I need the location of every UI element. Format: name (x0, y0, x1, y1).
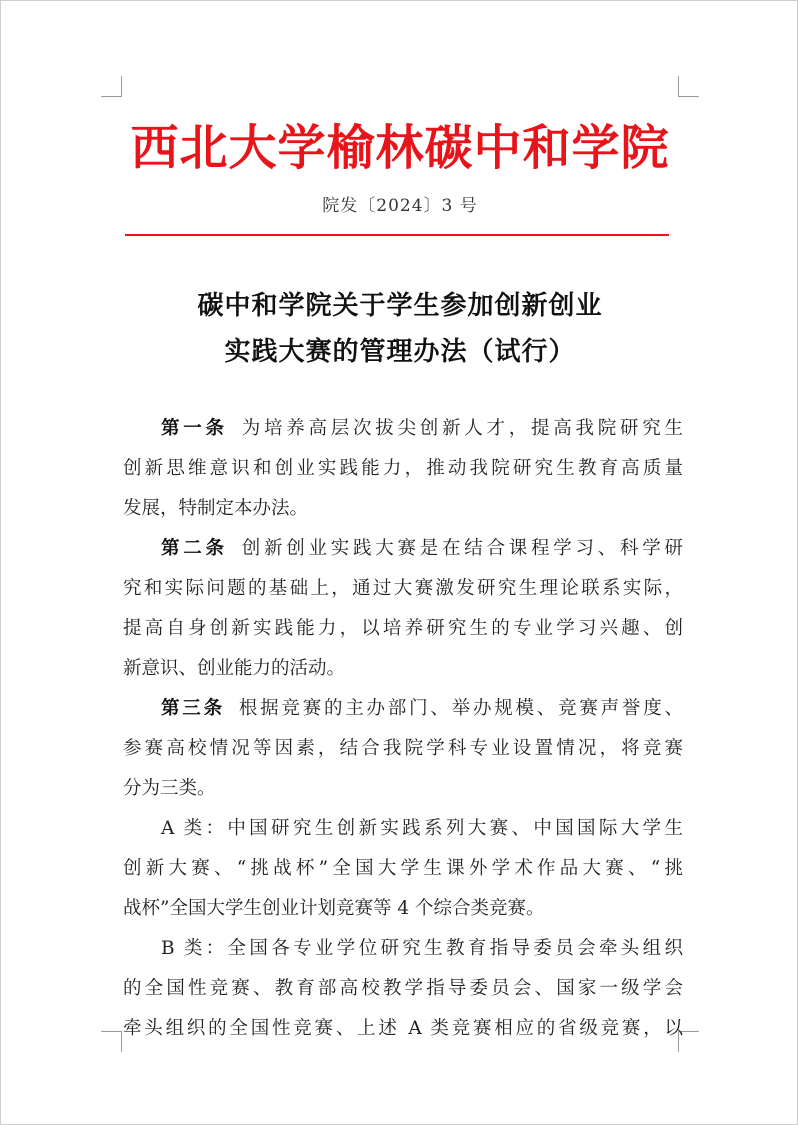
article-1-line-1: 第一条 为培养高层次拔尖创新人才，提高我院研究生 (161, 418, 683, 439)
article-1-line-2: 创新思维意识和创业实践能力，推动我院研究生教育高质量 (123, 458, 683, 479)
crop-mark-top-left (101, 76, 122, 97)
article-3-line-2: 参赛高校情况等因素，结合我院学科专业设置情况，将竞赛 (123, 738, 683, 759)
category-b-line-2: 的全国性竞赛、教育部高校教学指导委员会、国家一级学会 (123, 978, 683, 999)
article-3-line-1: 第三条 根据竞赛的主办部门、举办规模、竞赛声誉度、 (161, 698, 683, 719)
crop-mark-top-right (678, 76, 699, 97)
category-b-line-1: B 类：全国各专业学位研究生教育指导委员会牵头组织 (161, 938, 683, 959)
article-1-line-3: 发展，特制定本办法。 (123, 498, 309, 519)
category-a-line-3: 战杯”全国大学生创业计划竞赛等 4 个综合类竞赛。 (123, 898, 545, 919)
article-2-line-3: 提高自身创新实践能力，以培养研究生的专业学习兴趣、创 (123, 618, 683, 639)
document-title-line-1: 碳中和学院关于学生参加创新创业 (197, 291, 603, 321)
category-a-line-2: 创新大赛、“挑战杯”全国大学生课外学术作品大赛、“挑 (123, 858, 683, 879)
category-a-line-1: A 类：中国研究生创新实践系列大赛、中国国际大学生 (161, 818, 683, 839)
article-2-line-2: 究和实际问题的基础上，通过大赛激发研究生理论联系实际， (123, 578, 683, 599)
article-3-label: 第三条 (161, 698, 225, 719)
article-1-label: 第一条 (161, 418, 228, 439)
article-2-label: 第二条 (161, 538, 228, 559)
institution-masthead: 西北大学榆林碳中和学院 (130, 120, 670, 176)
article-2-line-4: 新意识、创业能力的活动。 (123, 658, 346, 679)
crop-mark-bottom-left (101, 1031, 122, 1052)
article-3-line-3: 分为三类。 (123, 778, 216, 799)
document-title-line-2: 实践大赛的管理办法（试行） (224, 337, 576, 367)
category-b-line-3: 牵头组织的全国性竞赛、上述 A 类竞赛相应的省级竞赛，以 (123, 1018, 683, 1039)
red-separator-line (125, 234, 669, 236)
document-number: 院发〔2024〕3 号 (322, 196, 478, 216)
article-2-line-1: 第二条 创新创业实践大赛是在结合课程学习、科学研 (161, 538, 683, 559)
